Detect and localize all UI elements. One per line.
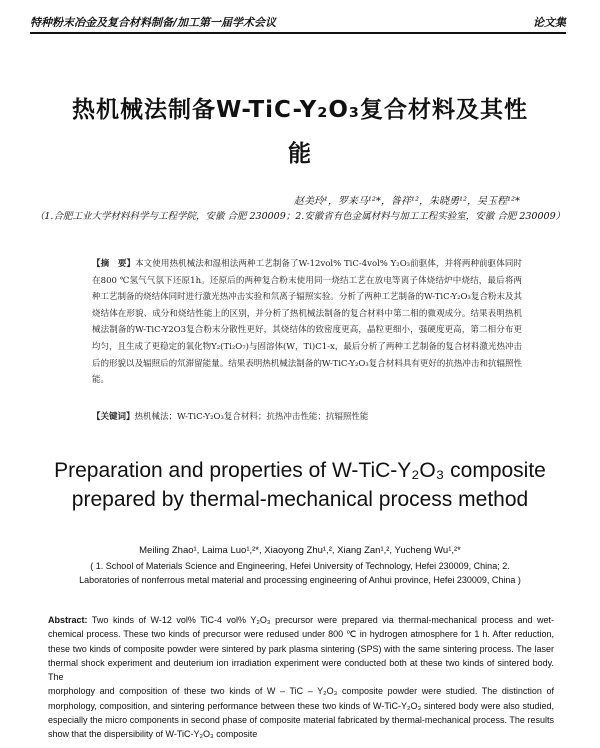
conference-name: 特种粉末冶金及复合材料制备/加工第一届学术会议: [30, 16, 277, 29]
chinese-abstract-text: 本文使用热机械法和湿相法两种工艺制备了W-12vol% TiC-4vol% Y₂O₃前驱体，并将两种前驱体同时在800 ℃氢气气氛下还原1h。还原后的两种复合粉末使用同一烧结工艺在放电等离子体烧结炉中烧结，最后将两种工艺制备的烧结体同时进行激光热冲击实验和氘离子辐照实验。分析了两种工艺制备的W-TiC-Y₂O₃复合粉末及其烧结体在形貌、成分和烧结性能上的区别，并分析了热机械法制备的复合材料中第二相的微观成分。结果表明热机械法制备的W-TiC-Y2O3复合粉末分散性更好，其烧结体的致密度更高，晶粒更细小，强硬度更高，第二相分布更均匀，且生成了更稳定的氧化物Y₂(Ti₂O₇)与固溶体(W，Ti)C1-x，最后分析了两种工艺制备的复合材料激光热冲击后的形貌以及辐照后的氘滞留能量。结果表明热机械法制备的W-TiC-Y₂O₃复合材料具有更好的抗热冲击和抗辐照性能。: [92, 259, 522, 386]
chinese-keywords-label: 【关键词】: [92, 412, 135, 422]
chinese-title-line-1: 热机械法制备W-TiC-Y₂O₃复合材料及其性: [71, 97, 528, 123]
english-affiliation-line-1: ( 1. School of Materials Science and Engineering, Hefei University of Technology, Hefei 230009, China; 2.: [90, 561, 510, 571]
english-affiliation: [40, 559, 560, 587]
english-title-line-2: prepared by thermal-mechanical process method: [71, 488, 529, 511]
english-abstract: [48, 613, 554, 742]
english-abstract-text-1: Two kinds of W-12 vol% TiC-4 vol% Y₂O₃ precursor were prepared via thermal-mechanical process and wet-chemical process. These two kinds of precursor were redused under 800 ℃ in hydrogen atmosphere for 1 h. After reduction, these two kinds of composite powder were sintered by park plasma sintering (SPS) with the same sintering process. The laser thermal shock experiment and deuterium ion irradiation experiment were conducted both at these two kinds of sintered body. The: [48, 615, 555, 683]
chinese-authors: 赵美玲¹，罗来马¹²*，昝祥¹²，朱晓勇¹²，吴玉程¹²*: [293, 196, 520, 207]
chinese-abstract: [92, 256, 522, 389]
chinese-affiliation: （1.合肥工业大学材料科学与工程学院，安徽 合肥 230009；2.安徽省有色金属材料与加工工程实验室，安徽 合肥 230009）: [34, 211, 566, 222]
english-title-line-1: Preparation and properties of W-TiC-Y₂O₃ composite: [54, 459, 546, 482]
chinese-keywords: [92, 410, 522, 422]
english-abstract-label: Abstract:: [48, 615, 88, 625]
running-header: [30, 12, 566, 34]
english-abstract-paragraph-2: morphology and composition of these two kinds of W – TiC – Y₂O₃ composite powder were studied. The distinction of morphology, composition, and sintering performance between these two kinds of W-TiC-Y₂O₃ sintered body were also studied, especially the micro components in second phase of composite material fabricated by thermal-mechanical process. The results show that the dispersibility of W-TiC-Y₂O₃ composite: [48, 686, 554, 740]
chinese-title-line-2: 能: [288, 141, 312, 167]
english-authors: Meiling Zhao¹, Laima Luo¹,²*, Xiaoyong Zhu¹,², Xiang Zan¹,², Yucheng Wu¹,²*: [139, 545, 461, 556]
chinese-keywords-text: 热机械法；W-TiC-Y₂O₃复合材料；抗热冲击性能；抗辐照性能: [134, 412, 369, 422]
english-title: [40, 456, 560, 514]
english-abstract-paragraph-1: [48, 613, 554, 684]
english-affiliation-line-2: Laboratories of nonferrous metal material and processing engineering of Anhui province, Hefei 230009, China ): [79, 575, 521, 585]
section-label: 论文集: [533, 16, 566, 29]
chinese-title: [40, 88, 560, 176]
chinese-abstract-label: 【摘 要】: [92, 259, 136, 269]
